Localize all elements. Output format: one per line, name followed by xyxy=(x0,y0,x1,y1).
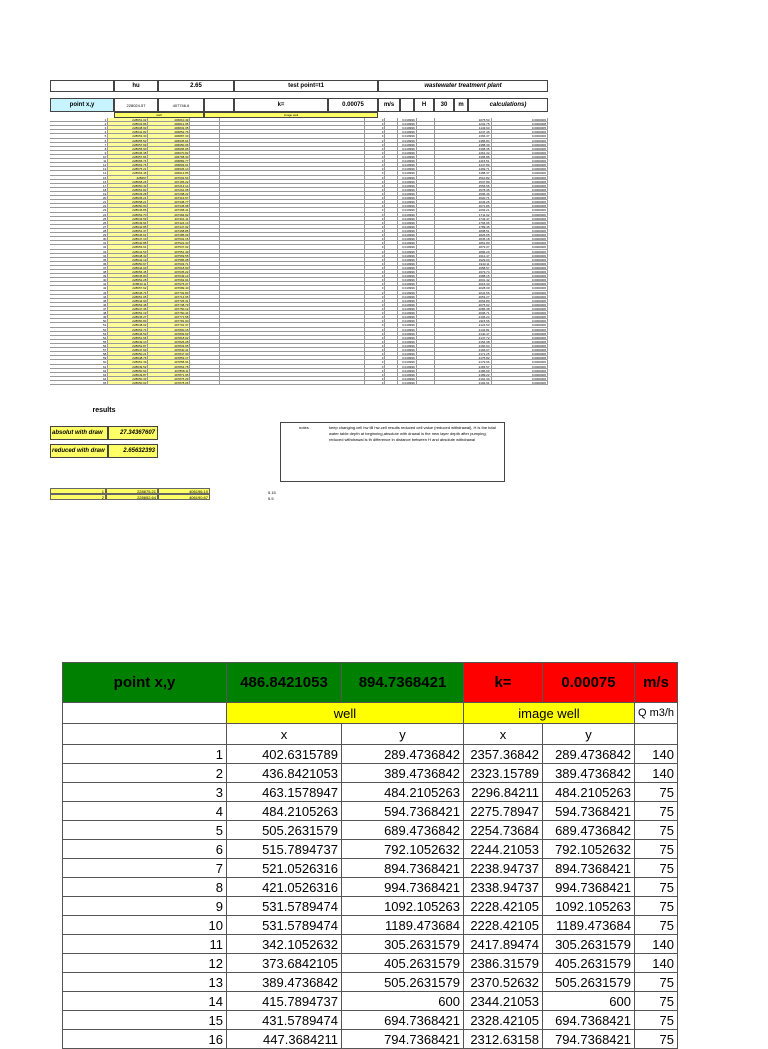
k-label: k= xyxy=(234,98,328,112)
table-row xyxy=(63,973,678,992)
row-index: 7 xyxy=(63,859,227,878)
table-row: 12 228663.76 406893.01 3 0.019999 1447.89 0.0000006 xyxy=(50,163,548,167)
project-title: wastewater treatment plant xyxy=(378,80,548,92)
notes-text: keep changing cell hw till hw-cell results reduced cell value (reduced withdrawal), H is the total water table depth at beginning,absolute with drawal is the new layer depth after pumping, reduced withdrawal is th difference in distance between H and absolute withdrawal xyxy=(329,425,496,442)
flow-q: 75 xyxy=(635,1030,678,1049)
well-x: 436.8421053 xyxy=(227,764,342,783)
table-row: 25 228643.59 407401.11 3 0.019999 1743.47 0.0000006 xyxy=(50,217,548,221)
image-well-y: 1092.105263 xyxy=(543,897,635,916)
big-image-x-label: x xyxy=(464,724,543,745)
row-index: 5 xyxy=(63,821,227,840)
image-well-y: 505.2631579 xyxy=(543,973,635,992)
table-row: 29 228645.61 407485.09 3 0.019999 1826.65 0.0000006 xyxy=(50,233,548,237)
table-row: 45 228644.90 407726.31 3 0.019999 2064.80 0.0000006 xyxy=(50,299,548,303)
test-point: test point=t1 xyxy=(234,80,378,92)
big-k-unit: m/s xyxy=(635,663,678,703)
h-value: 30 xyxy=(434,98,454,112)
well-x: 515.7894737 xyxy=(227,840,342,859)
well-x: 463.1578947 xyxy=(227,783,342,802)
table-row xyxy=(63,1030,678,1049)
table-row xyxy=(63,916,678,935)
image-well-x: 2328.42105 xyxy=(464,1011,543,1030)
image-well-y: 694.7368421 xyxy=(543,1011,635,1030)
image-well-x: 2344.21053 xyxy=(464,992,543,1011)
flow-q: 75 xyxy=(635,897,678,916)
table-row xyxy=(63,935,678,954)
table-row: 48 228652.19 407760.44 3 0.019999 2096.71 0.0000006 xyxy=(50,311,548,315)
table-row: 46 228653.48 407738.79 3 0.019999 2075.92 0.0000006 xyxy=(50,303,548,307)
row-index: 14 xyxy=(63,992,227,1011)
k-unit: m/s xyxy=(378,98,400,112)
table-row: 54 228651.66 407818.02 3 0.019999 2147.72 0.0000006 xyxy=(50,336,548,340)
h-label: H xyxy=(414,98,434,112)
well-x: 431.5789474 xyxy=(227,1011,342,1030)
image-well-y: 305.2631579 xyxy=(543,935,635,954)
hu-label: hu xyxy=(114,80,158,92)
big-point-x: 486.8421053 xyxy=(227,663,342,703)
well-y: 994.7368421 xyxy=(342,878,464,897)
flow-q: 75 xyxy=(635,992,678,1011)
small-sheet-header xyxy=(50,80,548,118)
table-row: 39 228645.80 407649.13 3 0.019999 1988.15 0.0000006 xyxy=(50,274,548,278)
absolute-withdraw-value: 27.34367607 xyxy=(108,426,158,440)
table-row xyxy=(63,802,678,821)
table-row xyxy=(63,1011,678,1030)
flow-q: 75 xyxy=(635,840,678,859)
table-row: 32 228653.91 407537.02 3 0.019999 1879.37 0.0000006 xyxy=(50,245,548,249)
flow-q: 75 xyxy=(635,878,678,897)
well-x: 447.3684211 xyxy=(227,1030,342,1049)
table-row: 53 228646.59 407809.63 3 0.019999 2140.47 0.0000006 xyxy=(50,332,548,336)
table-row: 7 228657.69 406950.06 3 0.019999 1388.30 0.0000006 xyxy=(50,143,548,147)
flow-q: 75 xyxy=(635,802,678,821)
row-index: 4 xyxy=(63,802,227,821)
row-index: 15 xyxy=(63,1011,227,1030)
row-index: 10 xyxy=(63,916,227,935)
table-row: 34 228648.32 407569.55 3 0.019999 1912.47 0.0000006 xyxy=(50,254,548,258)
row-index: 9 xyxy=(63,897,227,916)
table-row: 43 228646.74 407702.83 3 0.019999 2041.56 0.0000006 xyxy=(50,291,548,295)
image-well-x: 2370.52632 xyxy=(464,973,543,992)
image-well-y: 994.7368421 xyxy=(543,878,635,897)
table-row: 38 228656.45 407635.22 3 0.019999 1973.74 0.0000006 xyxy=(50,270,548,274)
image-well-y: 484.2105263 xyxy=(543,783,635,802)
k-value: 0.00075 xyxy=(328,98,378,112)
table-row: 61 228649.52 407863.78 3 0.019999 2183.57 0.0000006 xyxy=(50,365,548,369)
reduced-withdraw-value: 2.65632393 xyxy=(108,444,158,458)
image-well-x: 2357.36842 xyxy=(464,745,543,764)
table-row xyxy=(63,745,678,764)
big-header-row xyxy=(63,663,678,703)
flow-q: 75 xyxy=(635,821,678,840)
table-row: 26 228649.94 407424.13 3 0.019999 1766.96 0.0000006 xyxy=(50,221,548,225)
big-y-label: y xyxy=(342,724,464,745)
big-point-y: 894.7368421 xyxy=(342,663,464,703)
well-x: 505.2631579 xyxy=(227,821,342,840)
row-index: 2 xyxy=(63,764,227,783)
table-row: 47 228647.36 407750.12 3 0.019999 2086.38 0.0000006 xyxy=(50,307,548,311)
side-values: 5.15 5.5 xyxy=(268,490,276,501)
results-title: results xyxy=(92,406,116,414)
table-row: 65 228650.02 407878.06 3 0.019999 2192.91 0.0000006 xyxy=(50,381,548,385)
table-row: 51 228648.02 407791.37 3 0.019999 2124.53 0.0000006 xyxy=(50,323,548,327)
zoomed-well-table xyxy=(62,662,678,1049)
table-row: 33 228641.53 407551.49 3 0.019999 1896.20 0.0000006 xyxy=(50,250,548,254)
flow-q: 140 xyxy=(635,745,678,764)
row-index: 8 xyxy=(63,878,227,897)
image-well-y: 600 xyxy=(543,992,635,1011)
image-well-x: 2238.94737 xyxy=(464,859,543,878)
image-well-y: 594.7368421 xyxy=(543,802,635,821)
table-row: 28 228651.37 407468.85 3 0.019999 1808.51 0.0000006 xyxy=(50,229,548,233)
well-y: 694.7368421 xyxy=(342,1011,464,1030)
table-row: 37 228644.03 407618.90 3 0.019999 1958.57 0.0000006 xyxy=(50,266,548,270)
table-row: 56 228652.87 407833.65 3 0.019999 2160.64 0.0000006 xyxy=(50,344,548,348)
extra-row: 1 228675.21 406196.10 xyxy=(50,488,210,494)
table-row: 58 228650.21 407847.30 3 0.019999 2171.25 0.0000006 xyxy=(50,352,548,356)
table-row: 41 228643.11 407676.07 3 0.019999 2015.33 0.0000006 xyxy=(50,282,548,286)
image-well-y: 1189.473684 xyxy=(543,916,635,935)
image-well-y: 792.1052632 xyxy=(543,840,635,859)
table-row: 63 228649.87 407871.95 3 0.019999 2189.22 0.0000006 xyxy=(50,373,548,377)
row-index: 3 xyxy=(63,783,227,802)
hu-value: 2.65 xyxy=(158,80,234,92)
table-row: 10 228657.84 406798.30 3 0.019999 1395.86 0.0000006 xyxy=(50,155,548,159)
image-well-y: 794.7368421 xyxy=(543,1030,635,1049)
table-row xyxy=(63,992,678,1011)
table-row: 15 228667 407093.53 3 0.019999 1510.82 0.0000006 xyxy=(50,176,548,180)
big-well-label: well xyxy=(227,703,464,724)
well-y: 505.2631579 xyxy=(342,973,464,992)
table-row: 52 228653.74 407800.15 3 0.019999 2132.81 0.0000006 xyxy=(50,328,548,332)
big-point-label: point x,y xyxy=(63,663,227,703)
well-x: 342.1052632 xyxy=(227,935,342,954)
table-row: 30 228647.10 407502.15 3 0.019999 1845.18 0.0000006 xyxy=(50,237,548,241)
table-row: 49 228645.27 407771.58 3 0.019999 2106.24 0.0000006 xyxy=(50,315,548,319)
well-y: 1092.105263 xyxy=(342,897,464,916)
small-sheet xyxy=(50,80,548,118)
table-row: 24 228652.70 407384.92 3 0.019999 1711.02 0.0000006 xyxy=(50,213,548,217)
big-group-row xyxy=(63,703,678,724)
image-well-y: 405.2631579 xyxy=(543,954,635,973)
well-y: 305.2631579 xyxy=(342,935,464,954)
image-well-x: 2254.73684 xyxy=(464,821,543,840)
big-image-y-label: y xyxy=(543,724,635,745)
image-well-y: 689.4736842 xyxy=(543,821,635,840)
table-row: 6 228655.52 406935.64 3 0.019999 1386.84 0.0000006 xyxy=(50,139,548,143)
table-row: 17 228650.43 407213.14 3 0.019999 1556.56 0.0000006 xyxy=(50,184,548,188)
table-row: 11 228665.74 406882.77 3 0.019999 1415.51 0.0000006 xyxy=(50,159,548,163)
table-row xyxy=(63,764,678,783)
image-well-x: 2417.89474 xyxy=(464,935,543,954)
small-image-well-label: image well xyxy=(204,112,378,118)
table-row: 3 228638.99 406832.35 3 0.019999 1143.63 0.0000005 xyxy=(50,126,548,130)
well-x: 531.5789474 xyxy=(227,916,342,935)
table-row: 62 228650.64 407868.11 3 0.019999 2186.69 0.0000006 xyxy=(50,369,548,373)
results-panel xyxy=(50,400,158,458)
table-row: 64 228650.33 407875.29 3 0.019999 2191.30 0.0000006 xyxy=(50,377,548,381)
well-x: 521.0526316 xyxy=(227,859,342,878)
table-row: 55 228649.10 407826.28 3 0.019999 2154.38 0.0000006 xyxy=(50,340,548,344)
well-x: 415.7894737 xyxy=(227,992,342,1011)
well-y: 405.2631579 xyxy=(342,954,464,973)
point-x: 228024.57 xyxy=(114,98,158,112)
big-q-label: Q m3/h xyxy=(635,703,678,724)
table-row: 40 228652.28 407662.94 3 0.019999 2001.42 0.0000006 xyxy=(50,278,548,282)
well-x: 531.5789474 xyxy=(227,897,342,916)
well-x: 421.0526316 xyxy=(227,878,342,897)
reduced-withdraw-label: reduced with draw xyxy=(50,444,108,458)
extra-row: 2 228652.64 406190.67 xyxy=(50,494,210,500)
h-unit: m xyxy=(454,98,468,112)
flow-q: 140 xyxy=(635,954,678,973)
big-image-well-label: image well xyxy=(464,703,635,724)
well-y: 792.1052632 xyxy=(342,840,464,859)
table-row: 5 228653.30 406887.33 3 0.019999 1366.37 0.0000006 xyxy=(50,134,548,138)
flow-q: 75 xyxy=(635,916,678,935)
table-row: 36 228650.67 407603.71 3 0.019999 1943.11 0.0000006 xyxy=(50,262,548,266)
flow-q: 75 xyxy=(635,783,678,802)
calculations-label: calculations) xyxy=(468,98,548,112)
table-row: 2 228632.86 406812.95 3 0.019999 1232.75 0.0000008 xyxy=(50,122,548,126)
row-index: 12 xyxy=(63,954,227,973)
table-row xyxy=(63,783,678,802)
big-axis-row xyxy=(63,724,678,745)
well-y: 894.7368421 xyxy=(342,859,464,878)
point-y: 407746.6 xyxy=(158,98,204,112)
well-x: 373.6842105 xyxy=(227,954,342,973)
big-table-body xyxy=(63,745,678,1049)
table-row xyxy=(63,878,678,897)
table-row: 13 228675.21 406906.10 3 0.019999 1469.71 0.0000006 xyxy=(50,167,548,171)
table-row: 59 228648.76 407853.17 3 0.019999 2175.82 0.0000006 xyxy=(50,356,548,360)
notes-box xyxy=(280,422,505,482)
flow-q: 140 xyxy=(635,764,678,783)
table-row: 44 228651.05 407714.65 3 0.019999 2053.27 0.0000006 xyxy=(50,295,548,299)
table-row: 27 228642.85 407447.92 3 0.019999 1789.45 0.0000006 xyxy=(50,225,548,229)
image-well-x: 2323.15789 xyxy=(464,764,543,783)
row-index: 1 xyxy=(63,745,227,764)
table-row: 19 228639.28 407298.22 3 0.019999 1596.46 0.0000006 xyxy=(50,192,548,196)
big-x-label: x xyxy=(227,724,342,745)
big-k-value: 0.00075 xyxy=(543,663,635,703)
table-row: 23 228646.85 407368.41 3 0.019999 1693.21 0.0000006 xyxy=(50,208,548,212)
absolute-withdraw-row xyxy=(50,426,158,440)
flow-q: 75 xyxy=(635,973,678,992)
image-well-x: 2296.84211 xyxy=(464,783,543,802)
table-row: 9 228636.38 406670.82 3 0.019999 1361.32 0.0000006 xyxy=(50,151,548,155)
flow-q: 140 xyxy=(635,935,678,954)
table-row: 57 228647.93 407840.41 3 0.019999 2166.07 0.0000006 xyxy=(50,348,548,352)
row-index: 11 xyxy=(63,935,227,954)
image-well-x: 2228.42105 xyxy=(464,897,543,916)
table-row xyxy=(63,840,678,859)
table-row xyxy=(63,897,678,916)
extra-rows xyxy=(50,488,210,500)
row-index: 13 xyxy=(63,973,227,992)
table-row: 16 228668.26 407165.22 3 0.019999 1537.89 0.0000006 xyxy=(50,180,548,184)
well-y: 1189.473684 xyxy=(342,916,464,935)
table-row: 14 228664.46 406913.86 3 0.019999 1488.37 0.0000006 xyxy=(50,171,548,175)
table-row: 8 228655.90 406995.95 3 0.019999 1398.35 0.0000006 xyxy=(50,147,548,151)
image-well-x: 2338.94737 xyxy=(464,878,543,897)
table-row: 35 228642.19 407586.08 3 0.019999 1929.03 0.0000006 xyxy=(50,258,548,262)
table-row: 31 228640.88 407522.30 3 0.019999 1861.80 0.0000006 xyxy=(50,241,548,245)
image-well-x: 2386.31579 xyxy=(464,954,543,973)
table-row: 20 228635.21 407319.97 3 0.019999 1620.71 0.0000006 xyxy=(50,196,548,200)
image-well-x: 2228.42105 xyxy=(464,916,543,935)
image-well-y: 389.4736842 xyxy=(543,764,635,783)
well-y: 484.2105263 xyxy=(342,783,464,802)
well-y: 794.7368421 xyxy=(342,1030,464,1049)
well-y: 689.4736842 xyxy=(342,821,464,840)
table-row: 1 228651.02 406810.49 3 0.019999 1075.53 0.0000006 xyxy=(50,118,548,122)
point-label: point x,y xyxy=(50,98,114,112)
table-row: 22 228650.00 407345.08 3 0.019999 1671.86 0.0000006 xyxy=(50,204,548,208)
row-index: 16 xyxy=(63,1030,227,1049)
well-x: 389.4736842 xyxy=(227,973,342,992)
flow-q: 75 xyxy=(635,859,678,878)
table-row xyxy=(63,954,678,973)
small-well-label: well xyxy=(114,112,204,118)
well-y: 600 xyxy=(342,992,464,1011)
notes-label: notes xyxy=(299,425,309,430)
absolute-withdraw-label: absolut with draw xyxy=(50,426,108,440)
image-well-x: 2275.78947 xyxy=(464,802,543,821)
well-y: 289.4736842 xyxy=(342,745,464,764)
row-index: 6 xyxy=(63,840,227,859)
well-y: 594.7368421 xyxy=(342,802,464,821)
table-row: 60 228651.39 407858.94 3 0.019999 2179.96 0.0000006 xyxy=(50,360,548,364)
table-row: 18 228651.82 407261.05 3 0.019999 1578.35 0.0000006 xyxy=(50,188,548,192)
reduced-withdraw-row xyxy=(50,444,158,458)
well-y: 389.4736842 xyxy=(342,764,464,783)
image-well-x: 2244.21053 xyxy=(464,840,543,859)
table-row: 21 228658.21 407338.77 3 0.019999 1643.25 0.0000006 xyxy=(50,200,548,204)
well-x: 484.2105263 xyxy=(227,802,342,821)
image-well-y: 289.4736842 xyxy=(543,745,635,764)
big-k-label: k= xyxy=(464,663,543,703)
table-row: 50 228650.83 407781.90 3 0.019999 2115.66 0.0000006 xyxy=(50,319,548,323)
small-data-grid xyxy=(50,118,548,385)
table-row xyxy=(63,859,678,878)
table-row: 4 228641.82 406852.76 3 0.019999 1247.46 0.0000006 xyxy=(50,130,548,134)
well-x: 402.6315789 xyxy=(227,745,342,764)
table-row xyxy=(63,821,678,840)
flow-q: 75 xyxy=(635,1011,678,1030)
image-well-y: 894.7368421 xyxy=(543,859,635,878)
image-well-x: 2312.63158 xyxy=(464,1030,543,1049)
table-row: 42 228657.62 407689.40 3 0.019999 2028.09 0.0000006 xyxy=(50,286,548,290)
